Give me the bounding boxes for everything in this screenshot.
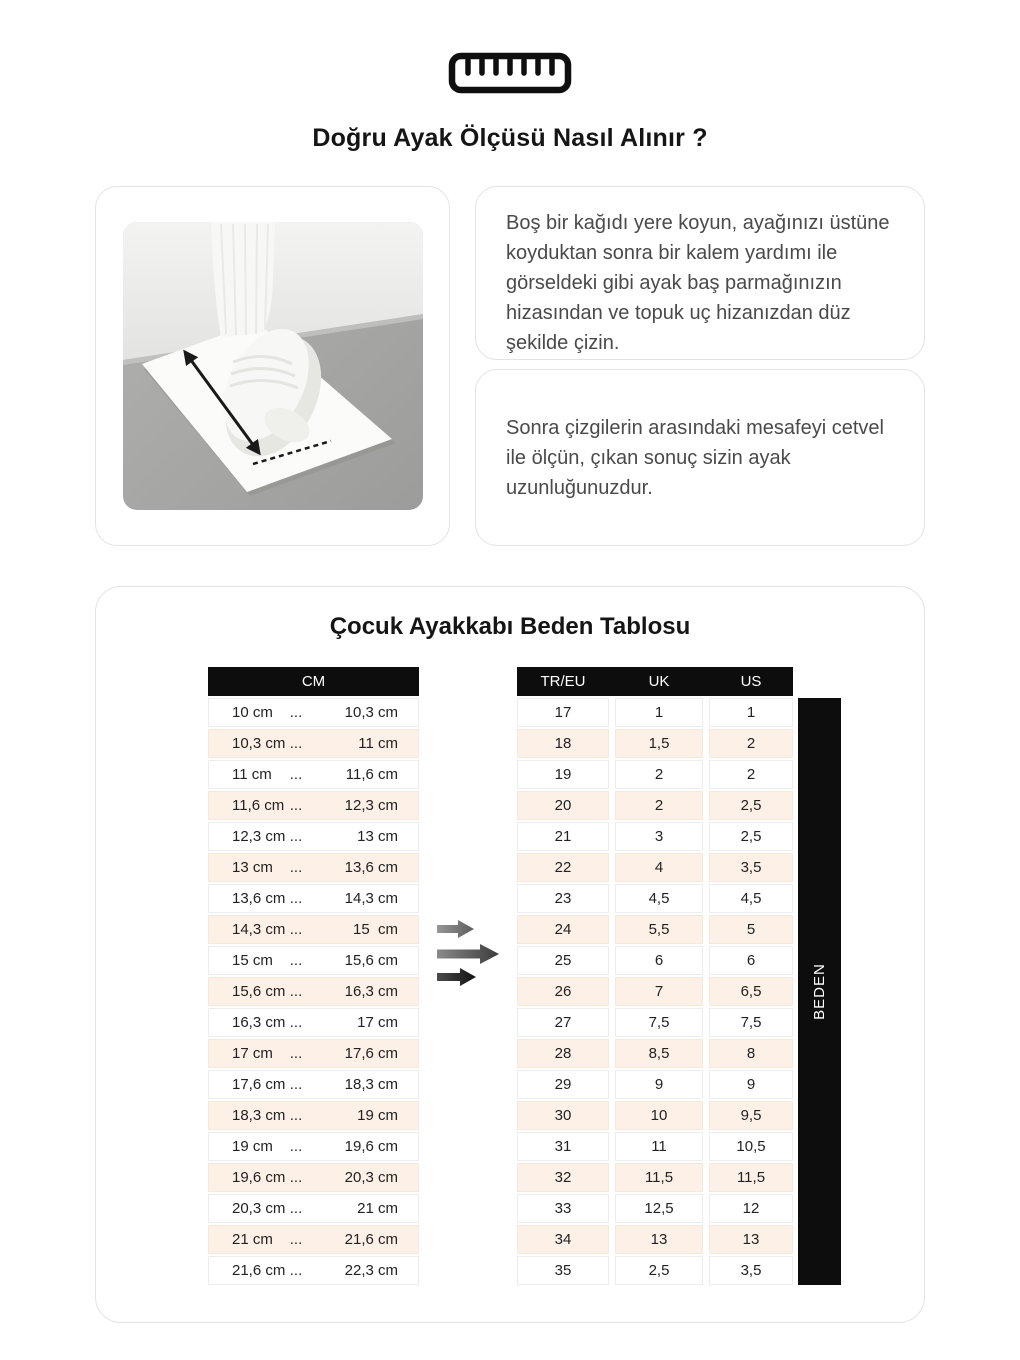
uk-value: 11,5 bbox=[615, 1163, 703, 1192]
us-value: 1 bbox=[709, 698, 793, 727]
tr-eu-value: 18 bbox=[517, 729, 609, 758]
range-dots: ... bbox=[289, 766, 303, 783]
us-value: 5 bbox=[709, 915, 793, 944]
tr-eu-value: 32 bbox=[517, 1163, 609, 1192]
uk-value: 5,5 bbox=[615, 915, 703, 944]
us-value: 2,5 bbox=[709, 791, 793, 820]
size-row bbox=[517, 977, 793, 1006]
cm-from-value: 19,6 cm bbox=[232, 1169, 286, 1186]
tr-eu-value: 35 bbox=[517, 1256, 609, 1285]
size-row bbox=[517, 729, 793, 758]
range-dots: ... bbox=[289, 1045, 303, 1062]
size-row bbox=[517, 822, 793, 851]
us-value: 2 bbox=[709, 760, 793, 789]
cm-to-value: 19,6 cm bbox=[344, 1138, 398, 1155]
size-row bbox=[517, 1008, 793, 1037]
cm-range-row bbox=[208, 1132, 419, 1161]
cm-range-row bbox=[208, 1101, 419, 1130]
size-row bbox=[517, 698, 793, 727]
uk-value: 2 bbox=[615, 791, 703, 820]
col-header-tr-eu: TR/EU bbox=[540, 673, 586, 690]
range-dots: ... bbox=[289, 1138, 303, 1155]
cm-to-value: 14,3 cm bbox=[344, 890, 398, 907]
size-row bbox=[517, 1039, 793, 1068]
uk-value: 13 bbox=[615, 1225, 703, 1254]
size-row bbox=[517, 1163, 793, 1192]
cm-to-value: 11 cm bbox=[358, 735, 398, 752]
us-value: 13 bbox=[709, 1225, 793, 1254]
foot-measurement-photo bbox=[123, 222, 423, 510]
cm-range-table bbox=[208, 667, 419, 1287]
cm-range-row bbox=[208, 977, 419, 1006]
instruction-cards bbox=[475, 186, 925, 546]
ruler-icon bbox=[0, 0, 1020, 94]
range-dots: ... bbox=[289, 983, 303, 1000]
measurement-photo-card bbox=[95, 186, 450, 546]
us-value: 10,5 bbox=[709, 1132, 793, 1161]
range-dots: ... bbox=[289, 828, 303, 845]
size-row bbox=[517, 946, 793, 975]
cm-from-value: 11 cm bbox=[232, 766, 272, 783]
instructions-row bbox=[95, 186, 925, 546]
cm-from-value: 14,3 cm bbox=[232, 921, 286, 938]
us-value: 9 bbox=[709, 1070, 793, 1099]
tr-eu-value: 27 bbox=[517, 1008, 609, 1037]
cm-range-row bbox=[208, 760, 419, 789]
uk-value: 12,5 bbox=[615, 1194, 703, 1223]
size-row bbox=[517, 915, 793, 944]
range-dots: ... bbox=[289, 1107, 303, 1124]
uk-value: 1 bbox=[615, 698, 703, 727]
cm-from-value: 13 cm bbox=[232, 859, 273, 876]
tr-eu-value: 22 bbox=[517, 853, 609, 882]
cm-range-row bbox=[208, 1225, 419, 1254]
uk-value: 4 bbox=[615, 853, 703, 882]
cm-to-value: 19 cm bbox=[357, 1107, 398, 1124]
size-row bbox=[517, 760, 793, 789]
intl-size-table bbox=[517, 667, 793, 1287]
range-dots: ... bbox=[289, 1200, 303, 1217]
range-dots: ... bbox=[289, 1014, 303, 1031]
cm-from-value: 19 cm bbox=[232, 1138, 273, 1155]
cm-range-row bbox=[208, 698, 419, 727]
us-value: 9,5 bbox=[709, 1101, 793, 1130]
tr-eu-value: 24 bbox=[517, 915, 609, 944]
uk-value: 2 bbox=[615, 760, 703, 789]
tr-eu-value: 29 bbox=[517, 1070, 609, 1099]
us-value: 6,5 bbox=[709, 977, 793, 1006]
tr-eu-value: 23 bbox=[517, 884, 609, 913]
cm-to-value: 15,6 cm bbox=[344, 952, 398, 969]
size-row bbox=[517, 884, 793, 913]
uk-value: 2,5 bbox=[615, 1256, 703, 1285]
range-dots: ... bbox=[289, 1231, 303, 1248]
range-dots: ... bbox=[289, 952, 303, 969]
cm-range-row bbox=[208, 1163, 419, 1192]
size-row bbox=[517, 1256, 793, 1285]
uk-value: 6 bbox=[615, 946, 703, 975]
beden-label-text: BEDEN bbox=[811, 963, 828, 1020]
cm-from-value: 15,6 cm bbox=[232, 983, 286, 1000]
cm-from-value: 21,6 cm bbox=[232, 1262, 286, 1279]
us-value: 7,5 bbox=[709, 1008, 793, 1037]
range-dots: ... bbox=[289, 859, 303, 876]
cm-table-rows bbox=[208, 698, 419, 1285]
cm-from-value: 12,3 cm bbox=[232, 828, 286, 845]
cm-range-row bbox=[208, 1070, 419, 1099]
range-dots: ... bbox=[289, 1169, 303, 1186]
size-table-title: Çocuk Ayakkabı Beden Tablosu bbox=[329, 613, 691, 640]
cm-from-value: 20,3 cm bbox=[232, 1200, 286, 1217]
cm-to-value: 17 cm bbox=[357, 1014, 398, 1031]
uk-value: 4,5 bbox=[615, 884, 703, 913]
cm-to-value: 21,6 cm bbox=[344, 1231, 398, 1248]
us-value: 12 bbox=[709, 1194, 793, 1223]
uk-value: 10 bbox=[615, 1101, 703, 1130]
cm-to-value: 18,3 cm bbox=[344, 1076, 398, 1093]
size-row bbox=[517, 853, 793, 882]
instruction-step-1-text: Boş bir kağıdı yere koyun, ayağınızı üstüne koyduktan sonra bir kalem yardımı ile görseldeki gibi ayak baş parmağınızın hizasından ve topuk uç hizanızdan düz şekilde çizin. bbox=[506, 212, 890, 354]
tr-eu-value: 25 bbox=[517, 946, 609, 975]
uk-value: 11 bbox=[615, 1132, 703, 1161]
us-value: 2 bbox=[709, 729, 793, 758]
tr-eu-value: 31 bbox=[517, 1132, 609, 1161]
cm-range-row bbox=[208, 822, 419, 851]
tr-eu-value: 33 bbox=[517, 1194, 609, 1223]
tr-eu-value: 20 bbox=[517, 791, 609, 820]
cm-range-row bbox=[208, 1194, 419, 1223]
cm-to-value: 12,3 cm bbox=[344, 797, 398, 814]
cm-to-value: 16,3 cm bbox=[344, 983, 398, 1000]
tr-eu-value: 30 bbox=[517, 1101, 609, 1130]
cm-range-row bbox=[208, 791, 419, 820]
cm-range-row bbox=[208, 1008, 419, 1037]
cm-from-value: 15 cm bbox=[232, 952, 273, 969]
cm-to-value: 15 cm bbox=[352, 921, 398, 938]
us-value: 3,5 bbox=[709, 853, 793, 882]
cm-range-row bbox=[208, 884, 419, 913]
cm-to-value: 13,6 cm bbox=[344, 859, 398, 876]
size-row bbox=[517, 1070, 793, 1099]
us-value: 8 bbox=[709, 1039, 793, 1068]
cm-to-value: 22,3 cm bbox=[344, 1262, 398, 1279]
col-header-us: US bbox=[740, 673, 762, 690]
cm-range-row bbox=[208, 729, 419, 758]
uk-value: 7,5 bbox=[615, 1008, 703, 1037]
cm-from-value: 17,6 cm bbox=[232, 1076, 286, 1093]
cm-to-value: 11,6 cm bbox=[345, 766, 398, 783]
cm-to-value: 21 cm bbox=[357, 1200, 398, 1217]
cm-from-value: 18,3 cm bbox=[232, 1107, 286, 1124]
instruction-step-2-card bbox=[475, 369, 925, 546]
cm-range-row bbox=[208, 1039, 419, 1068]
size-table-rows bbox=[517, 698, 793, 1285]
cm-from-value: 17 cm bbox=[232, 1045, 273, 1062]
size-row bbox=[517, 1194, 793, 1223]
range-dots: ... bbox=[289, 797, 303, 814]
range-dots: ... bbox=[289, 890, 303, 907]
tr-eu-value: 34 bbox=[517, 1225, 609, 1254]
cm-from-value: 11,6 cm bbox=[232, 797, 285, 814]
range-dots: ... bbox=[289, 1262, 303, 1279]
mapping-arrows-icon bbox=[436, 919, 504, 989]
cm-from-value: 16,3 cm bbox=[232, 1014, 286, 1031]
cm-table-header: CM bbox=[208, 667, 419, 696]
us-value: 11,5 bbox=[709, 1163, 793, 1192]
cm-range-row bbox=[208, 853, 419, 882]
uk-value: 3 bbox=[615, 822, 703, 851]
size-table-header-row bbox=[517, 667, 793, 696]
cm-to-value: 10,3 cm bbox=[344, 704, 398, 721]
instruction-step-2-text: Sonra çizgilerin arasındaki mesafeyi cetvel ile ölçün, çıkan sonuç sizin ayak uzunluğunuzdur. bbox=[506, 416, 884, 499]
us-value: 6 bbox=[709, 946, 793, 975]
range-dots: ... bbox=[289, 1076, 303, 1093]
cm-from-value: 10 cm bbox=[232, 704, 273, 721]
uk-value: 1,5 bbox=[615, 729, 703, 758]
cm-to-value: 17,6 cm bbox=[344, 1045, 398, 1062]
tr-eu-value: 19 bbox=[517, 760, 609, 789]
uk-value: 8,5 bbox=[615, 1039, 703, 1068]
size-row bbox=[517, 1101, 793, 1130]
cm-range-row bbox=[208, 915, 419, 944]
cm-to-value: 13 cm bbox=[357, 828, 398, 845]
cm-from-value: 10,3 cm bbox=[232, 735, 286, 752]
uk-value: 7 bbox=[615, 977, 703, 1006]
us-value: 3,5 bbox=[709, 1256, 793, 1285]
col-header-uk: UK bbox=[648, 673, 670, 690]
size-row bbox=[517, 1132, 793, 1161]
page-title: Doğru Ayak Ölçüsü Nasıl Alınır ? bbox=[312, 124, 708, 152]
us-value: 2,5 bbox=[709, 822, 793, 851]
us-value: 4,5 bbox=[709, 884, 793, 913]
cm-range-row bbox=[208, 1256, 419, 1285]
size-table-section bbox=[95, 586, 925, 1323]
range-dots: ... bbox=[289, 735, 303, 752]
size-row bbox=[517, 791, 793, 820]
tr-eu-value: 28 bbox=[517, 1039, 609, 1068]
size-row bbox=[517, 1225, 793, 1254]
instruction-step-1-card bbox=[475, 186, 925, 360]
cm-to-value: 20,3 cm bbox=[344, 1169, 398, 1186]
tr-eu-value: 26 bbox=[517, 977, 609, 1006]
beden-side-label bbox=[798, 698, 841, 1285]
range-dots: ... bbox=[289, 704, 303, 721]
cm-from-value: 13,6 cm bbox=[232, 890, 286, 907]
range-dots: ... bbox=[289, 921, 303, 938]
tr-eu-value: 21 bbox=[517, 822, 609, 851]
cm-from-value: 21 cm bbox=[232, 1231, 273, 1248]
tr-eu-value: 17 bbox=[517, 698, 609, 727]
cm-range-row bbox=[208, 946, 419, 975]
uk-value: 9 bbox=[615, 1070, 703, 1099]
